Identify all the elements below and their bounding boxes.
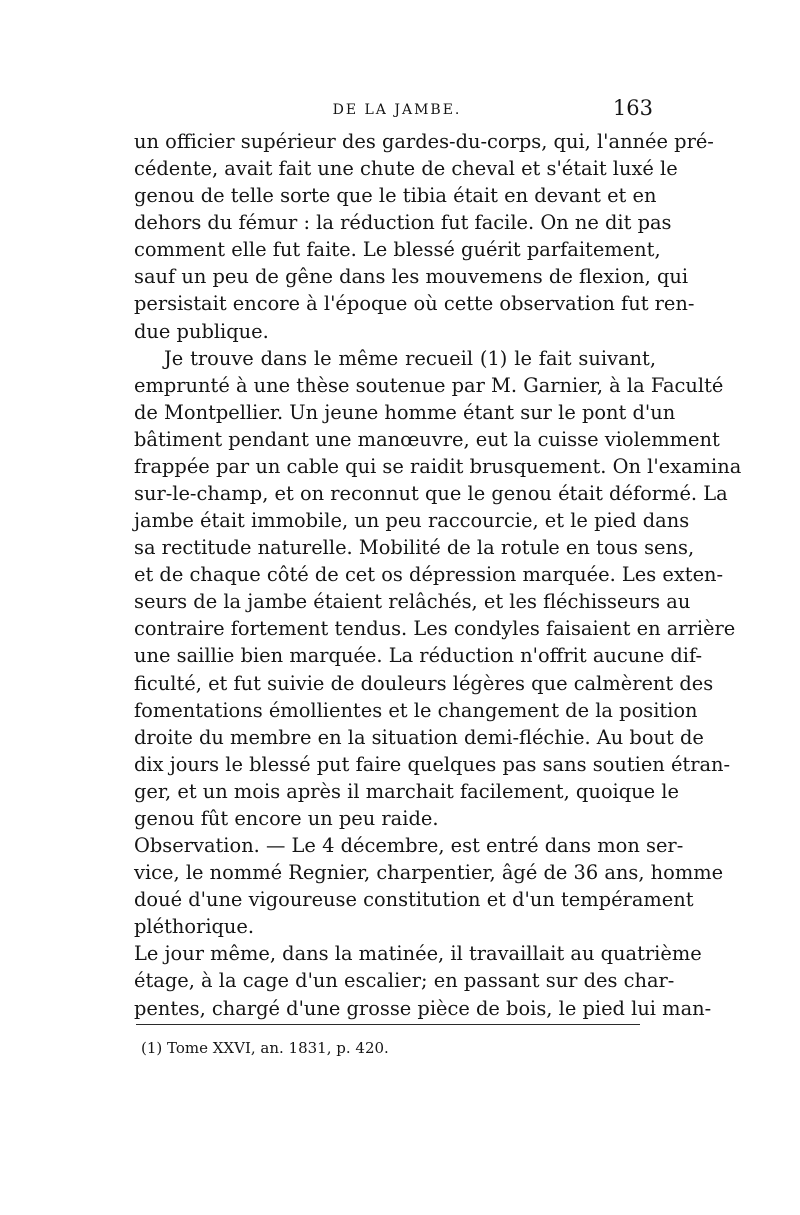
text-line: doué d'une vigoureuse constitution et d'un tempérament: [134, 888, 694, 912]
text-line: dix jours le blessé put faire quelques pas sans soutien étran-: [134, 752, 731, 776]
text-line: genou de telle sorte que le tibia était en devant et en: [134, 184, 657, 208]
text-line: sur-le-champ, et on reconnut que le genou était déformé. La: [134, 482, 728, 506]
text-line: ger, et un mois après il marchait facilement, quoique le: [134, 779, 679, 803]
text-line: ficulté, et fut suivie de douleurs légères que calmèrent des: [134, 671, 714, 695]
text-line: frappée par un cable qui se raidit brusquement. On l'examina: [134, 454, 742, 478]
page-number: 163: [612, 96, 653, 120]
text-line: dehors du fémur : la réduction fut facile. On ne dit pas: [134, 211, 672, 235]
text-line: seurs de la jambe étaient relâchés, et les fléchisseurs au: [134, 590, 691, 614]
text-line: Observation. — Le 4 décembre, est entré dans mon ser-: [134, 834, 684, 858]
text-line: une saillie bien marquée. La réduction n'offrit aucune dif-: [134, 644, 703, 668]
text-line: un officier supérieur des gardes-du-corps, qui, l'année pré-: [134, 130, 714, 153]
text-line: pléthorique.: [134, 915, 255, 939]
text-line: persistait encore à l'époque où cette observation fut ren-: [134, 292, 695, 316]
footnote: (1) Tome XXVI, an. 1831, p. 420.: [141, 1039, 389, 1057]
text-line: cédente, avait fait une chute de cheval et s'était luxé le: [134, 157, 678, 181]
body-text: [134, 128, 742, 1022]
text-line: sa rectitude naturelle. Mobilité de la rotule en tous sens,: [134, 536, 695, 560]
text-line: sauf un peu de gêne dans les mouvemens de flexion, qui: [134, 265, 689, 289]
text-line: vice, le nommé Regnier, charpentier, âgé de 36 ans, homme: [134, 861, 724, 885]
text-line: emprunté à une thèse soutenue par M. Garnier, à la Faculté: [134, 373, 724, 397]
text-line: étage, à la cage d'un escalier; en passant sur des char-: [134, 969, 675, 993]
text-line: fomentations émollientes et le changement de la position: [134, 698, 698, 722]
text-line: bâtiment pendant une manœuvre, eut la cuisse violemment: [134, 427, 720, 451]
text-line: pentes, chargé d'une grosse pièce de bois, le pied lui man-: [134, 996, 712, 1020]
text-line: droite du membre en la situation demi-fléchie. Au bout de: [134, 725, 704, 749]
text-line: et de chaque côté de cet os dépression marquée. Les exten-: [134, 563, 724, 587]
text-line: jambe était immobile, un peu raccourcie, et le pied dans: [134, 509, 690, 533]
text-line: comment elle fut faite. Le blessé guérit parfaitement,: [134, 238, 661, 262]
text-line: contraire fortement tendus. Les condyles faisaient en arrière: [134, 617, 736, 641]
text-line: Le jour même, dans la matinée, il travaillait au quatrième: [134, 942, 702, 966]
text-line: genou fût encore un peu raide.: [134, 806, 439, 830]
running-title: DE LA JAMBE.: [332, 102, 462, 118]
text-line: due publique.: [134, 319, 269, 343]
text-line: de Montpellier. Un jeune homme étant sur le pont d'un: [134, 400, 676, 424]
running-head: [137, 96, 657, 126]
text-line: Je trouve dans le même recueil (1) le fait suivant,: [164, 346, 656, 370]
footnote-rule: [136, 1024, 640, 1025]
